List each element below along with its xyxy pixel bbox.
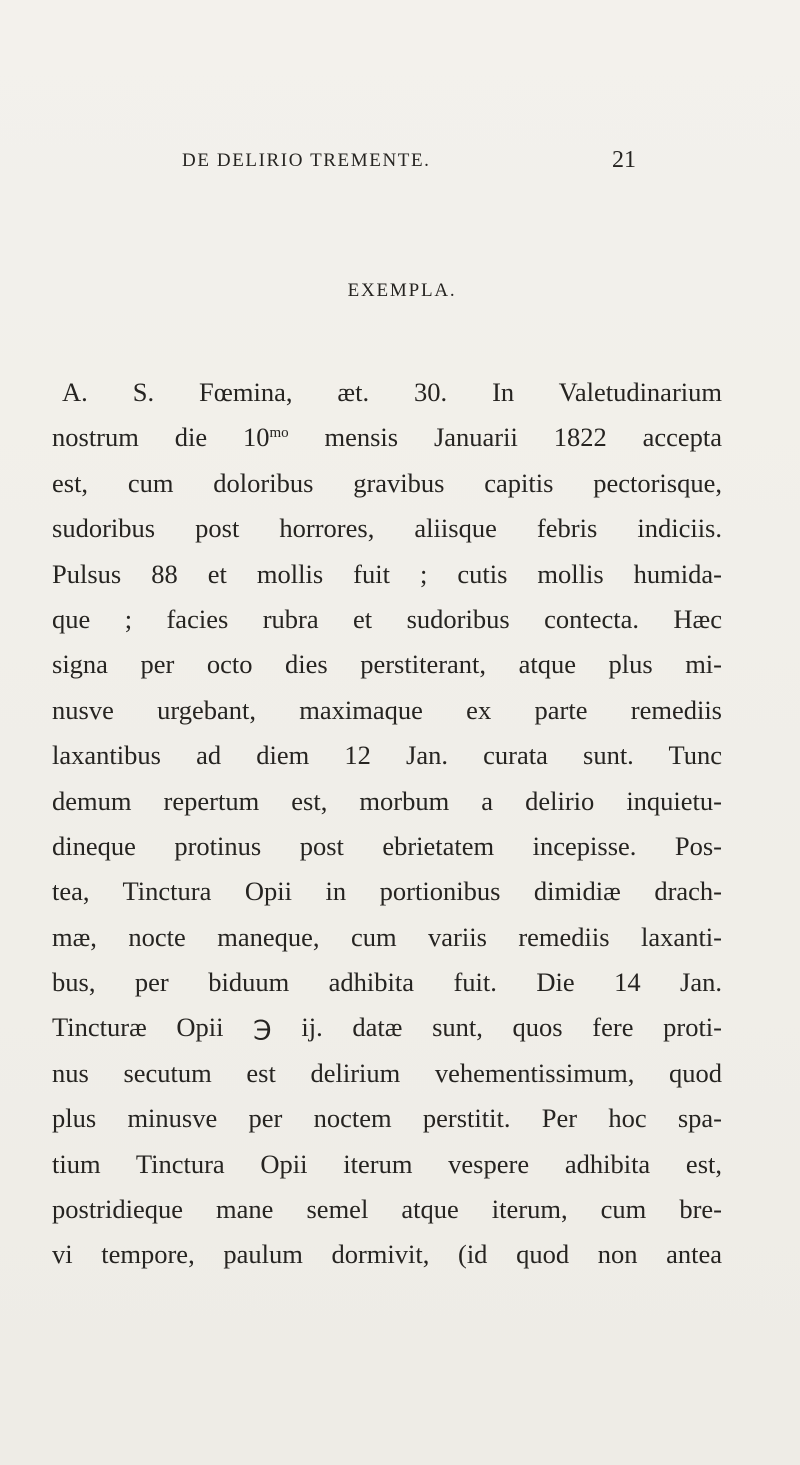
text-line-6: que ; facies rubra et sudoribus contecta. Hæc bbox=[52, 603, 722, 634]
text-line-12: tea, Tinctura Opii in portionibus dimidiæ drach- bbox=[52, 876, 722, 907]
text-line-20: vi tempore, paulum dormivit, (id quod non antea bbox=[52, 1239, 722, 1270]
ordinal-superscript: mo bbox=[269, 425, 289, 442]
text-line-4: sudoribus post horrores, aliisque febris indiciis. bbox=[52, 513, 722, 544]
text-line-2 bbox=[52, 415, 722, 460]
text-line-8: nusve urgebant, maximaque ex parte remediis bbox=[52, 694, 722, 725]
text-line-15: Tincturæ Opii ℈ ij. datæ sunt, quos fere proti- bbox=[52, 1012, 722, 1043]
page-number: 21 bbox=[612, 147, 636, 173]
running-title: DE DELIRIO TREMENTE. bbox=[182, 150, 431, 171]
text-line-1 bbox=[52, 370, 722, 415]
text-line-16: nus secutum est delirium vehementissimum, quod bbox=[52, 1057, 722, 1088]
text-line-19: postridieque mane semel atque iterum, cum bre- bbox=[52, 1194, 722, 1225]
text-line-17: plus minusve per noctem perstitit. Per hoc spa- bbox=[52, 1103, 722, 1134]
text-line-1-content: A. S. Fœmina, æt. 30. In Valetudinarium bbox=[62, 377, 722, 407]
section-heading: EXEMPLA. bbox=[347, 280, 457, 301]
text-line-13: mæ, nocte maneque, cum variis remediis laxanti- bbox=[52, 921, 722, 952]
text-line-3: est, cum doloribus gravibus capitis pectorisque, bbox=[52, 467, 722, 498]
text-line-2-end: mensis Januarii 1822 accepta bbox=[288, 422, 722, 453]
text-line-9: laxantibus ad diem 12 Jan. curata sunt. Tunc bbox=[52, 740, 722, 771]
text-line-5: Pulsus 88 et mollis fuit ; cutis mollis humida- bbox=[52, 558, 722, 589]
running-head bbox=[0, 147, 800, 180]
text-line-14: bus, per biduum adhibita fuit. Die 14 Jan. bbox=[52, 967, 722, 998]
text-line-10: demum repertum est, morbum a delirio inquietu- bbox=[52, 785, 722, 816]
text-line-2-start: nostrum die 10 bbox=[52, 422, 270, 453]
text-line-11: dineque protinus post ebrietatem incepisse. Pos- bbox=[52, 830, 722, 861]
text-line-18: tium Tinctura Opii iterum vespere adhibita est, bbox=[52, 1148, 722, 1179]
body-text bbox=[52, 370, 722, 1278]
text-line-7: signa per octo dies perstiterant, atque plus mi- bbox=[52, 649, 722, 680]
